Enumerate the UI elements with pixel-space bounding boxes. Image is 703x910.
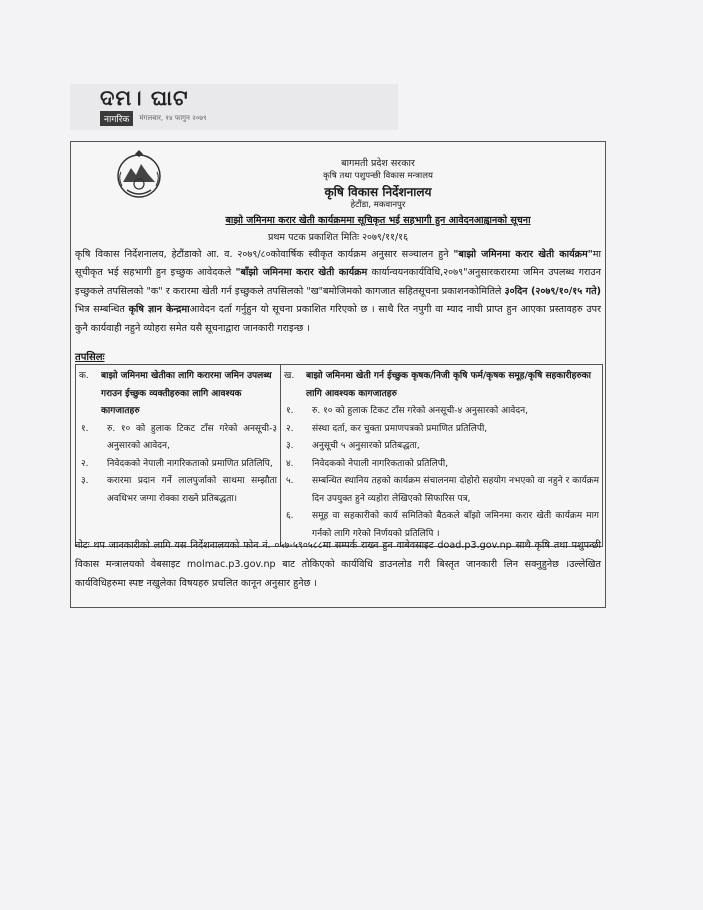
body-text: आवेदन दर्ता गर्नुहुन यो सूचना प्रकाशित गरिएको छ । साथै रित नपुगी वा म्याद नाघी प्राप्त हुन आएका प्रस्तावहरु उपर कुनै कार्यवाही नहुने व्योहरा समेत यसै सूचनाद्वारा जानकारी गराइन्छ । [75,304,601,334]
item-text: अनुसूची ५ अनुसारको प्रतिबद्धता, [312,441,420,451]
item-number: ४. [286,458,294,469]
publish-date: प्रथम पटक प्रकाशित मितिः २०७९/११/१६ [267,232,409,243]
notice-body [75,246,601,338]
item-number: २. [286,423,294,434]
body-text: कार्यान्वयनकार्यविधि,२०७९"अनुसारकरारमा जमिन उपलब्ध गराउन इच्छुकले तपसिलको "क" र करारमा खेती गर्न इच्छुकले तपसिलको "ख"बमोजिमको कागजात सहितसूचना प्रकाशनकोमितिले [75,267,601,297]
item-text: रु. १० को हुलाक टिकट टाँस गरेको अनसूची-३ अनुसारको आवेदन, [107,423,277,451]
item-number: ३. [81,476,89,486]
item-text: रु. १० को हुलाक टिकट टाँस गरेको अनसूची-४ अनुसारको आवेदन, [312,406,528,416]
body-text: मा सूचीकृत भई सहभागी हुन इच्छुक आवेदकले [75,249,601,279]
item-number: ६. [286,511,294,521]
section-title-text: बाझो जमिनमा खेती गर्न ईच्छुक कृषक/निजी कृषि फर्म/कृषक समूह/कृषि सहकारीहरुका लागि आवश्यक कागजातहरु [306,371,591,399]
list-item [284,473,599,508]
body-bold-text: "बाँझो जमिनमा करार खेती कार्यक्रम [235,267,368,279]
item-number: १. [286,406,294,416]
body-text: कृषि विकास निर्देशनालय, हेटौंडाको आ. व. २०७९/८०कोवार्षिक स्वीकृत कार्यक्रम अनुसार सञ्चालन हुने [75,249,454,260]
section-a-cell [76,365,281,547]
newspaper-masthead: ଦମ। ଘାଟ [100,86,189,110]
item-number: २. [81,458,89,469]
note-text: नोटः थप जानकारीको लागि यस निर्देशनालयको फोन नं. ०५७-५९०५८८मा सम्पर्क राख्न हुन वाबेवसाइट doad.p3.gov.np साथै कृषि तथा पशुपन्छी विकास मन्त्रालयको वेबसाइट molmac.p3.gov.np बाट तोकिएको कार्यविधि डाउनलोड गरी बिस्तृत जानकारी लिन सक्नुहुनेछ ।उल्लेखित कार्यविधिहरुमा स्पष्ट नखुलेका विषयहरु प्रचलित कानून अनुसार हुनेछ । [75,540,601,589]
section-title-text: बाझो जमिनमा खेतीका लागि करारमा जमिन उपलब्ध गराउन ईच्छुक व्यक्तीहरुका लागि आवश्यक कागजातहरु [101,371,272,416]
header-directorate: कृषि विकास निर्देशनालय [324,185,432,199]
list-item [284,421,599,439]
body-bold-text: "बाझो जमिनमा करार खेती कार्यक्रम" [453,249,593,260]
section-key: ख. [284,371,295,381]
body-bold-text: कृषि ज्ञान केन्द्रमा [128,304,190,316]
newspaper-date: मंगलबार, १४ फागुन २०७९ [139,114,207,122]
section-a-title [79,368,277,421]
list-item [79,473,277,508]
item-number: १. [81,423,89,434]
body-bold-text: ३०दिन (२०७९/१०/१५ गते) [504,285,601,297]
item-text: निवेदकको नेपाली नागरिकताको प्रतिलिपी, [312,458,449,469]
list-item [79,421,277,456]
list-item [79,456,277,474]
item-text: संस्था दर्ता, कर चुक्ता प्रमाणपत्रको प्रमाणित प्रतिलिपी, [312,423,488,434]
section-key: क. [79,371,89,381]
table-row [76,365,603,547]
item-text: करारमा प्रदान गर्ने लालपुर्जाको साथमा सम्झौता अवधिभर जग्गा रोक्का राख्ने प्रतिबद्धता। [107,476,277,504]
newspaper-dateline [100,112,207,125]
government-emblem-icon [113,148,165,200]
section-b-title [284,368,599,403]
item-text: निवेदकको नेपाली नागरिकताको प्रमाणित प्रतिलिपि, [107,458,273,469]
item-number: ३. [286,441,294,451]
item-number: ५. [286,476,294,486]
item-text: समूह वा सहकारीको कार्य समितिको बैठकले बाँझो जमिनमा करार खेती कार्यक्रम माग गर्नको लागि गरेको निर्णयको प्रतिलिपि । [312,511,599,539]
header-province: बागमती प्रदेश सरकार [341,158,415,169]
public-notice [70,141,606,608]
list-item [284,438,599,456]
notice-subject: बाझो जमिनमा करार खेती कार्यक्रममा सूचिकृत भई सहभागी हुन आवेदनआह्वानको सूचना [225,215,531,226]
section-b-cell [281,365,603,547]
list-item [284,456,599,474]
header-address: हेटौंडा, मकवानपुर [350,200,406,210]
body-text: भित्र सम्बन्धित [75,304,129,316]
item-text: सम्बन्धित स्थानिय तहको कार्यक्रम संचालनमा दोहोरो सहयोग नभएको वा नहुने र कार्यक्रम दिन उपयुक्त हुने व्यहोरा लेखिएको सिफारिस पत्र, [312,476,599,504]
newspaper-tag: नागरिक [100,111,133,126]
header-ministry: कृषि तथा पशुपन्छी विकास मन्त्रालय [323,171,433,181]
details-heading: तपसिलः [75,352,105,363]
requirements-table [75,364,603,547]
newspaper-clipping [70,84,398,130]
list-item [284,403,599,421]
